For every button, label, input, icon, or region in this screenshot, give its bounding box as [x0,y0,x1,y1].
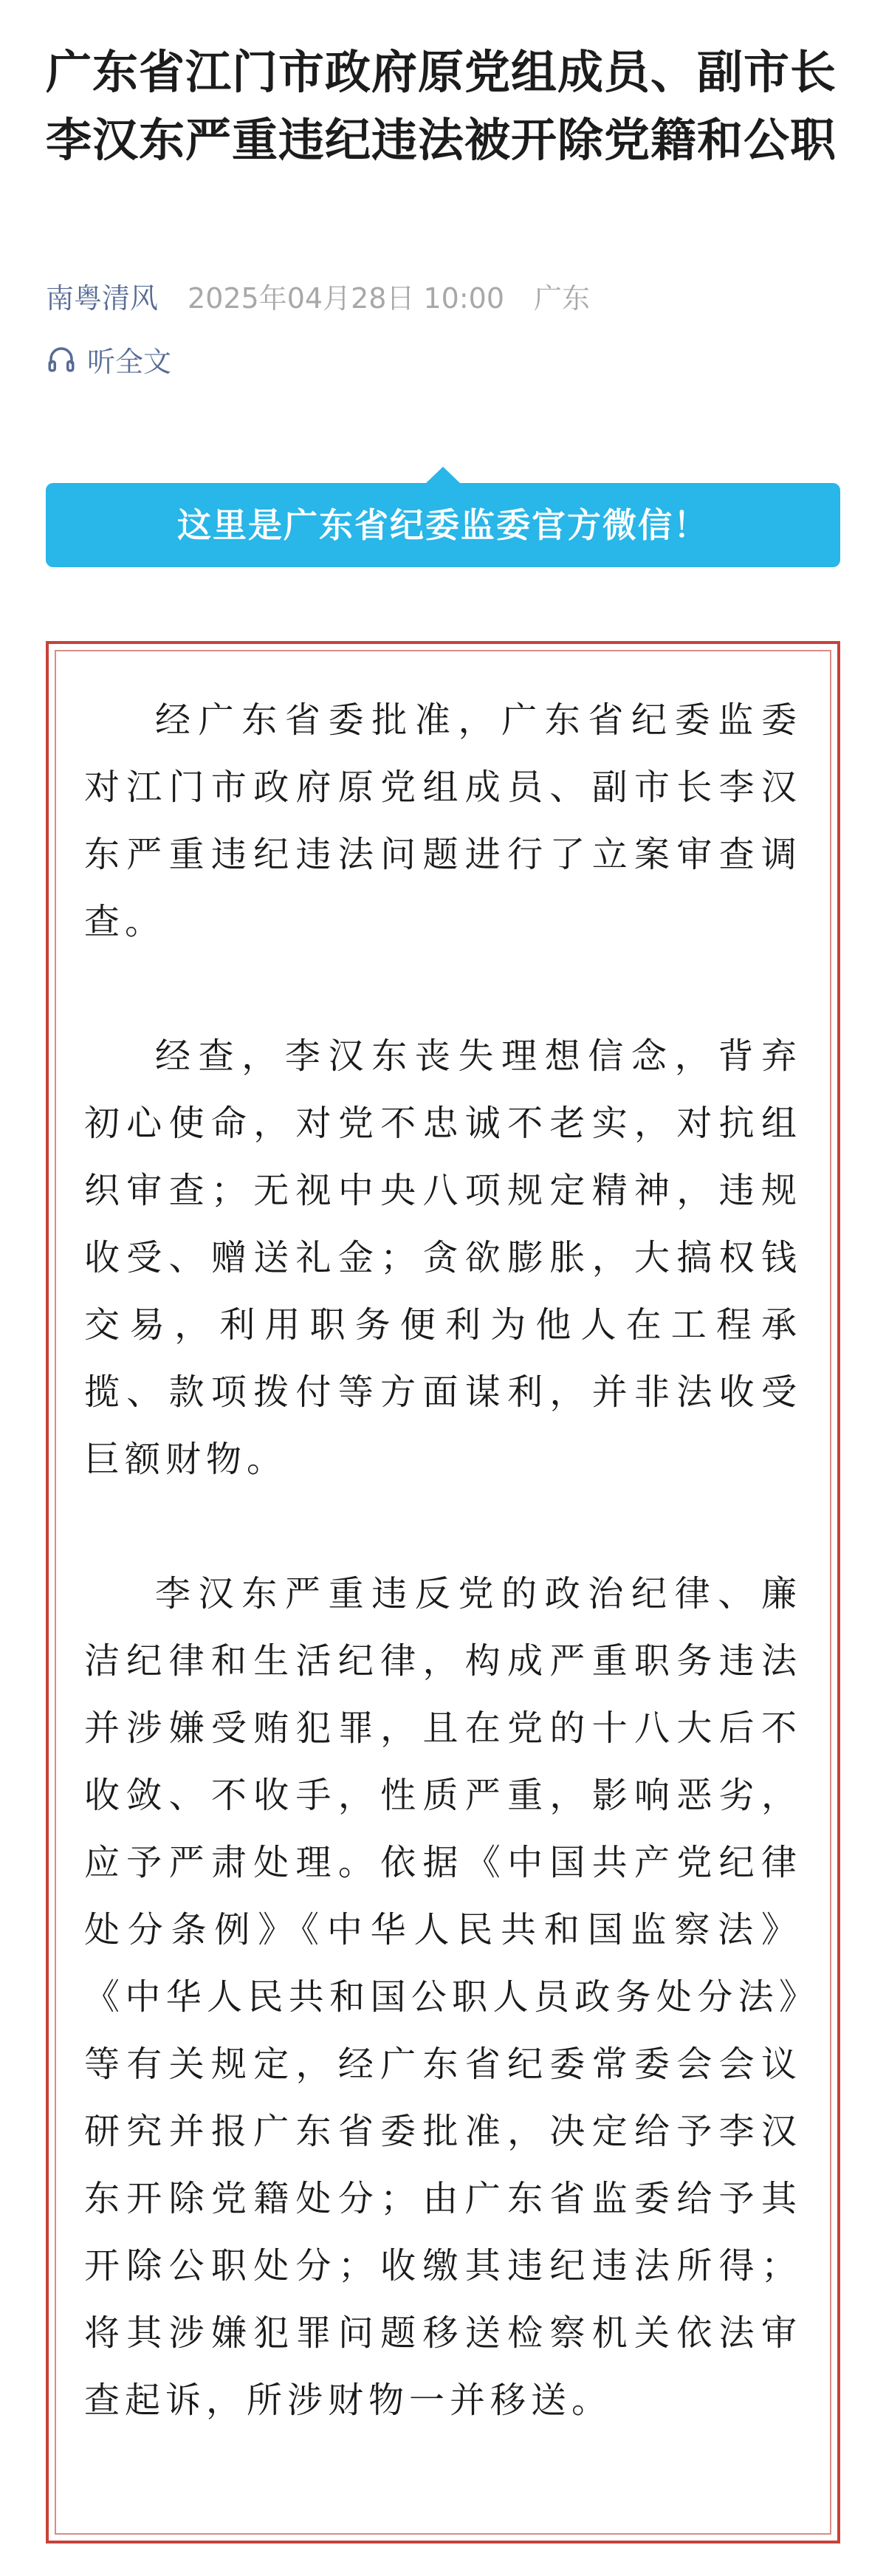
listen-label: 听全文 [87,345,172,378]
banner-pointer [425,467,461,484]
article-meta [46,275,590,316]
body-paragraph-1: 经广东省委批准，广东省纪委监委对江门市政府原党组成员、副市长李汉东严重违纪违法问题进行了立案审查调查。 [84,699,802,942]
publish-region: 广东 [534,281,591,315]
body-paragraph-3: 李汉东严重违反党的政治纪律、廉洁纪律和生活纪律，构成严重职务违法并涉嫌受贿犯罪，且在党的十八大后不收敛、不收手，性质严重，影响恶劣，应予严肃处理。依据《中国共产党纪律处分条例》《中华人民共和国监察法》《中华人民共和国公职人员政务处分法》等有关规定，经广东省纪委常委会会议研究并报广东省委批准，决定给予李汉东开除党籍处分；由广东省监委给予其开除公职处分；收缴其违纪违法所得；将其涉嫌犯罪问题移送检察机关依法审查起诉，所涉财物一并移送。 [84,1573,802,2421]
account-name-link[interactable]: 南粤清风 [46,281,159,315]
article-title: 广东省江门市政府原党组成员、副市长李汉东严重违纪违法被开除党籍和公职 [46,45,837,167]
headphones-icon [46,343,77,374]
listen-full-text-button[interactable] [46,338,171,380]
publish-time: 2025年04月28日 10:00 [188,281,505,315]
official-account-banner [46,483,840,567]
body-paragraph-2: 经查，李汉东丧失理想信念，背弃初心使命，对党不忠诚不老实，对抗组织审查；无视中央八项规定精神，违规收受、赠送礼金；贪欲膨胀，大搞权钱交易，利用职务便利为他人在工程承揽、款项拨付等方面谋利，并非法收受巨额财物。 [84,1035,802,1480]
banner-text: 这里是广东省纪委监委官方微信！ [177,505,709,545]
article-body [84,687,802,2434]
